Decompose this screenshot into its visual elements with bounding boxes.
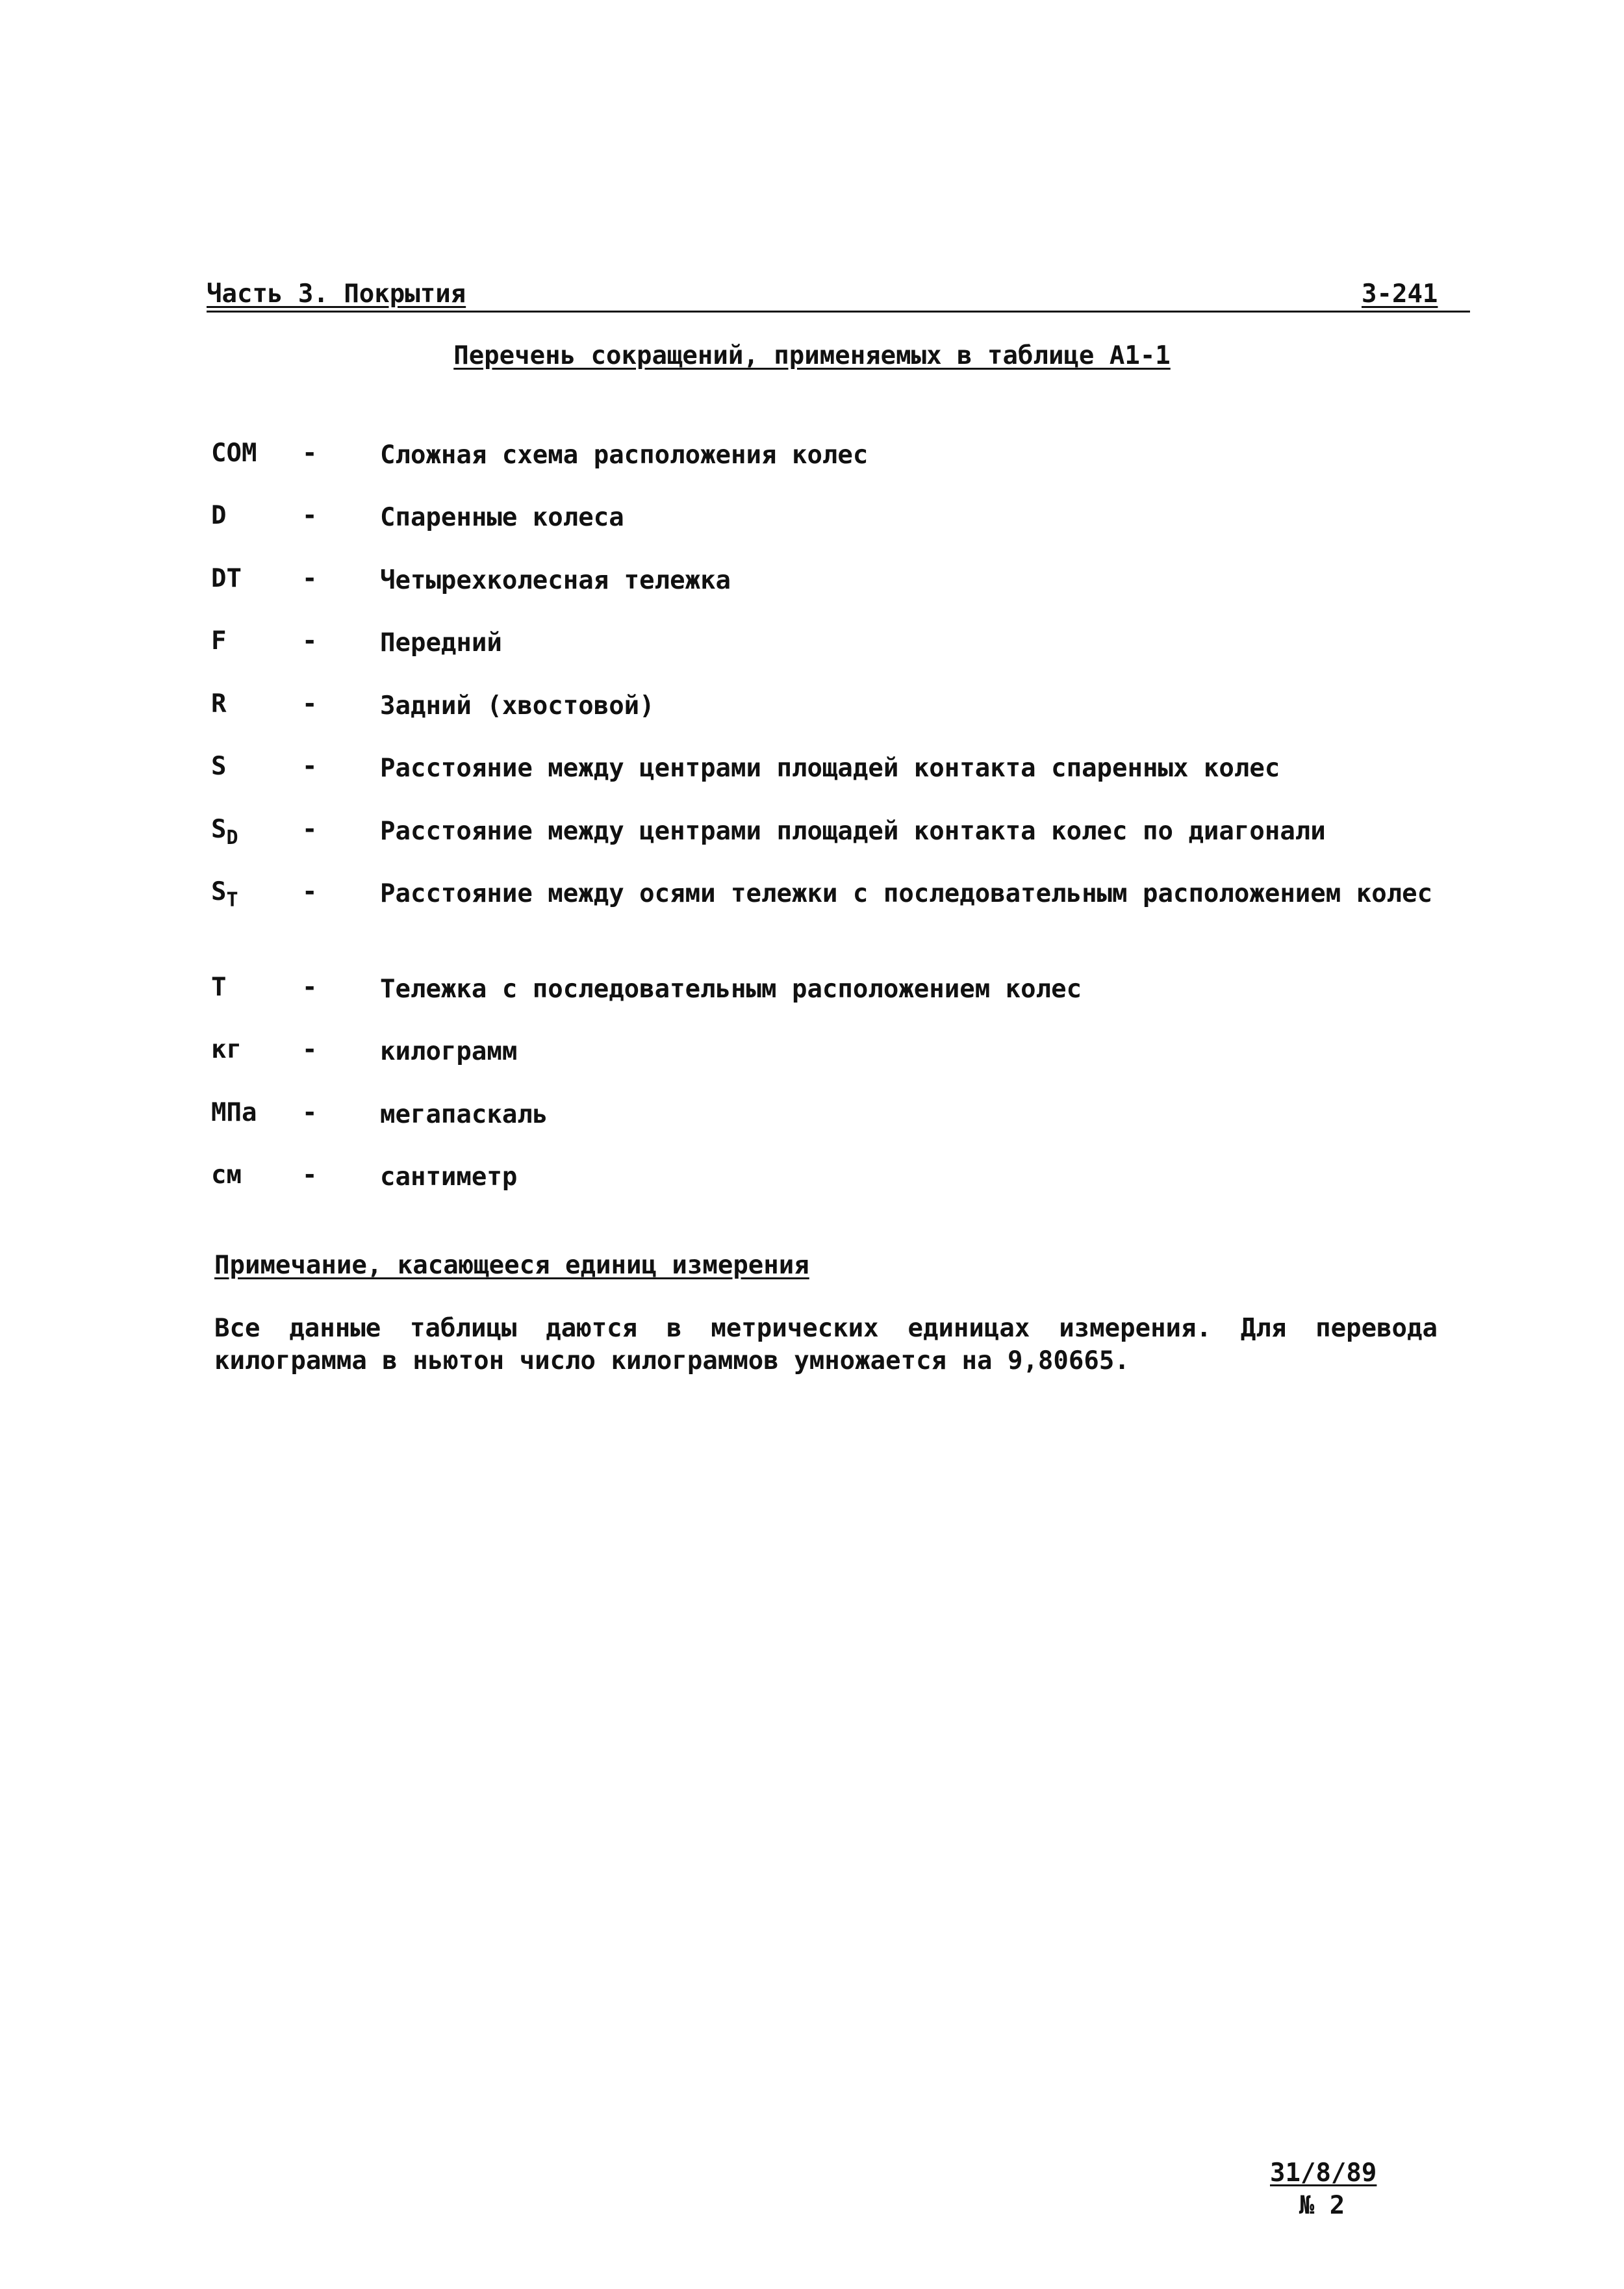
page-title: Перечень сокращений, применяемых в таблице А1-1 <box>453 341 1171 370</box>
abbreviation-description: Сложная схема расположения колес <box>380 441 869 470</box>
abbreviation-description: Спаренные колеса <box>380 503 624 532</box>
separator-dash: - <box>302 439 318 468</box>
abbreviation-description: сантиметр <box>380 1162 518 1192</box>
abbreviation-description: Расстояние между осями тележки с последовательным расположением колес <box>380 879 1433 908</box>
abbreviation-code: МПа <box>211 1098 257 1127</box>
abbreviation-description: килограмм <box>380 1037 518 1066</box>
abbreviation-code: T <box>211 973 227 1002</box>
separator-dash: - <box>302 689 318 719</box>
abbreviation-description: Расстояние между центрами площадей контакта спаренных колес <box>380 754 1280 783</box>
abbreviation-description: Тележка с последовательным расположением колес <box>380 975 1082 1004</box>
separator-dash: - <box>302 501 318 530</box>
section-title: Часть 3. Покрытия <box>207 279 466 309</box>
note-heading: Примечание, касающееся единиц измерения <box>214 1251 809 1280</box>
separator-dash: - <box>302 815 318 844</box>
abbreviation-code: R <box>211 689 227 719</box>
abbreviation-code: D <box>211 501 227 530</box>
separator-dash: - <box>302 877 318 906</box>
abbreviation-code: COM <box>211 439 257 468</box>
abbreviation-code: DT <box>211 564 242 593</box>
separator-dash: - <box>302 1035 318 1064</box>
abbreviation-description: мегапаскаль <box>380 1100 548 1129</box>
page-number: 3-241 <box>1362 279 1438 309</box>
footer-date: 31/8/89 <box>1270 2158 1377 2188</box>
abbreviation-code: F <box>211 626 227 656</box>
note-paragraph: Все данные таблицы даются в метрических единицах измерения. Для перевода килограмма в ньютон число килограммов умножается на 9,80665. <box>214 1314 1438 1375</box>
separator-dash: - <box>302 1160 318 1190</box>
abbreviation-code: S <box>211 752 227 781</box>
abbreviation-code: $S_D$ <box>211 815 238 849</box>
separator-dash: - <box>302 973 318 1002</box>
separator-dash: - <box>302 1098 318 1127</box>
abbreviation-code: кг <box>211 1035 242 1064</box>
footer-issue-number: № 2 <box>1299 2191 1345 2220</box>
separator-dash: - <box>302 626 318 656</box>
abbreviation-description: Четырехколесная тележка <box>380 566 731 595</box>
abbreviation-description: Передний <box>380 628 502 658</box>
abbreviation-description: Задний (хвостовой) <box>380 691 655 721</box>
abbreviation-code: см <box>211 1160 242 1190</box>
separator-dash: - <box>302 564 318 593</box>
separator-dash: - <box>302 752 318 781</box>
page-footer <box>1270 2157 1377 2222</box>
abbreviation-description: Расстояние между центрами площадей контакта колес по диагонали <box>380 817 1326 846</box>
abbreviation-code: $S_T$ <box>211 877 238 912</box>
